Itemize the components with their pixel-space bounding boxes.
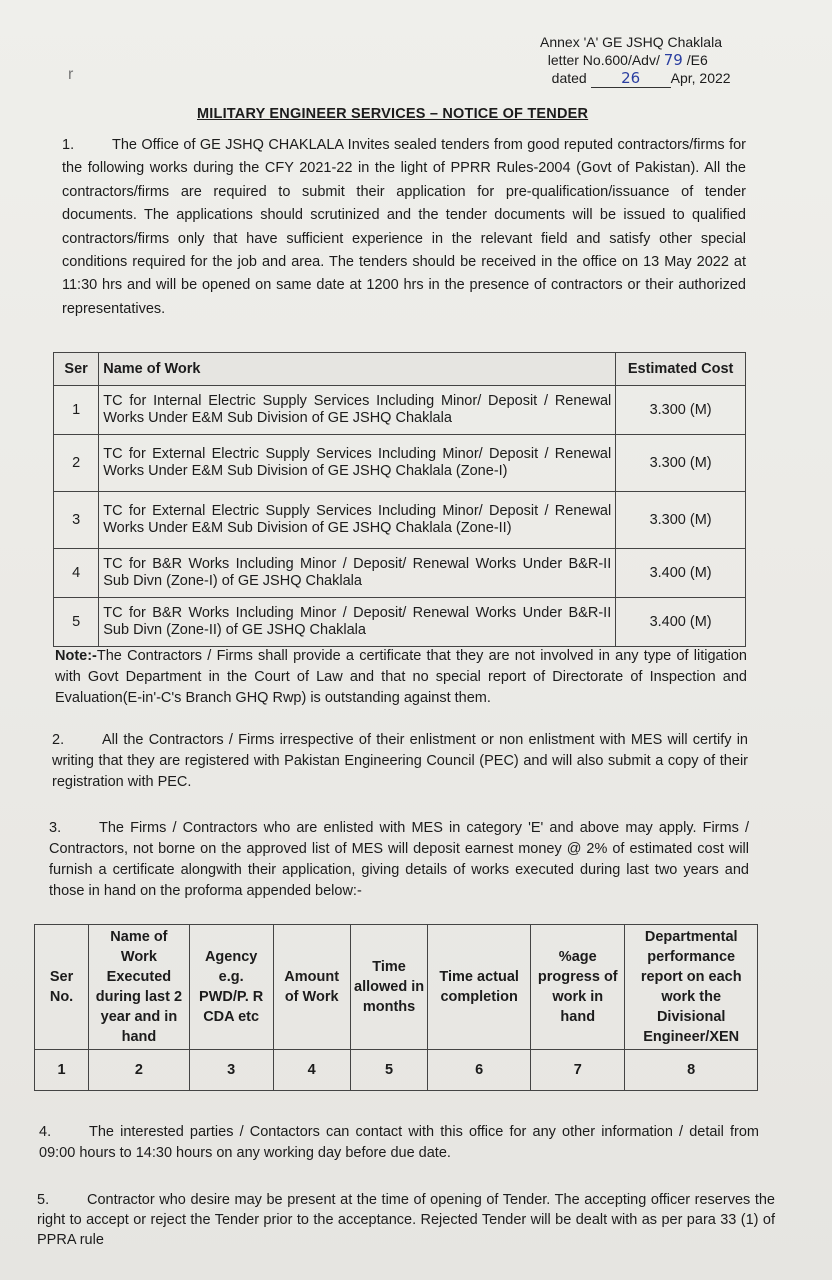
notice-title: MILITARY ENGINEER SERVICES – NOTICE OF TENDER [197,106,589,122]
paragraph-1-number: 1. [62,137,75,153]
table-row [54,549,746,598]
pen-tick-mark: r [68,66,74,83]
proforma-header: Time actual completion [428,925,531,1050]
proforma-header: %age progress of work in hand [531,925,625,1050]
paragraph-1-text: The Office of GE JSHQ CHAKLALA Invites sealed tenders from good reputed contractors/firms for the following works during the CFY 2021-22 in the light of PPRR Rules-2004 (Govt of Pakistan). All the contractors/firms are required to submit their application for pre-qualification/issuance of tender documents. The applications should scrutinized and the tender documents will be issued to qualified contractors/firms only that have sufficient experience in the relevant field and satisfy other special conditions required for the job and area. The tenders should be received in the office on 13 May 2022 at 11:30 hrs and will be opened on same date at 1200 hrs in the presence of contractors or their authorized representatives. [62,137,746,317]
row-ser: 3 [54,492,99,549]
header-name-of-work: Name of Work [99,353,616,386]
row-name: TC for Internal Electric Supply Services Including Minor/ Deposit / Renewal Works Under E&M Sub Division of GE JSHQ Chaklala [99,386,616,435]
row-cost: 3.400 (M) [616,598,746,647]
works-table [53,352,746,647]
proforma-column-number: 5 [350,1050,427,1091]
proforma-column-number: 1 [35,1050,89,1091]
header-estimated-cost: Estimated Cost [616,353,746,386]
proforma-column-number: 2 [89,1050,190,1091]
proforma-column-number: 7 [531,1050,625,1091]
paragraph-4-text: The interested parties / Contactors can contact with this office for any other information / detail from 09:00 hours to 14:30 hours on any working day before due date. [39,1124,759,1161]
row-ser: 2 [54,435,99,492]
letter-no-prefix: letter No.600/Adv/ [547,52,660,68]
paragraph-3-text: The Firms / Contractors who are enlisted with MES in category 'E' and above may apply. Firms / Contractors, not borne on the approved list of MES will deposit earnest money @ 2% of estimated cost will furnish a certificate alongwith their application, giving details of works executed during last two years and those in hand on the proforma appended below:- [49,820,749,899]
proforma-header: Agency e.g. PWD/P. R CDA etc [189,925,273,1050]
note-label: Note:- [55,648,97,664]
header-ser: Ser [54,353,99,386]
note-text: The Contractors / Firms shall provide a certificate that they are not involved in any type of litigation with Govt Department in the Court of Law and that no special report of Directorate of Inspection and Evaluation(E-in'-C's Branch GHQ Rwp) is outstanding against them. [55,648,747,706]
annex-reference [540,33,760,88]
annex-line-2 [540,51,760,69]
dated-month-year: Apr, 2022 [670,70,731,86]
performance-proforma-table [34,924,758,1091]
row-name: TC for External Electric Supply Services Including Minor/ Deposit / Renewal Works Under E&M Sub Division of GE JSHQ Chaklala (Zone-I) [99,435,616,492]
row-ser: 4 [54,549,99,598]
note-paragraph [55,646,747,709]
letter-no-handwritten: 79 [663,51,683,69]
proforma-column-number: 3 [189,1050,273,1091]
proforma-column-number: 4 [273,1050,350,1091]
proforma-header: Time allowed in months [350,925,427,1050]
letter-no-suffix: /E6 [686,52,708,68]
row-cost: 3.300 (M) [616,435,746,492]
paragraph-2-number: 2. [52,732,65,748]
row-cost: 3.400 (M) [616,549,746,598]
paragraph-2-text: All the Contractors / Firms irrespective of their enlistment or non enlistment with MES will certify in writing that they are registered with Pakistan Engineering Council (PEC) and will also submit a copy of their registration with PEC. [52,732,748,790]
row-name: TC for B&R Works Including Minor / Deposit/ Renewal Works Under B&R-II Sub Divn (Zone-I) of GE JSHQ Chaklala [99,549,616,598]
proforma-column-number: 8 [625,1050,758,1091]
proforma-header: Amount of Work [273,925,350,1050]
paragraph-5-text: Contractor who desire may be present at the time of opening of Tender. The accepting officer reserves the right to accept or reject the Tender prior to the acceptance. Rejected Tender will be dealt with as per para 33 (1) of PPRA rule [37,1192,775,1248]
row-name: TC for B&R Works Including Minor / Deposit/ Renewal Works Under B&R-II Sub Divn (Zone-II) of GE JSHQ Chaklala [99,598,616,647]
table-row [54,435,746,492]
annex-line-3 [540,69,760,88]
table-row [54,386,746,435]
proforma-header: Name of Work Executed during last 2 year and in hand [89,925,190,1050]
proforma-header: Ser No. [35,925,89,1050]
row-ser: 5 [54,598,99,647]
dated-label: dated [551,70,587,86]
table-row [54,598,746,647]
paragraph-3 [49,818,749,902]
paragraph-4 [39,1122,759,1164]
row-name: TC for External Electric Supply Services Including Minor/ Deposit / Renewal Works Under E&M Sub Division of GE JSHQ Chaklala (Zone-II) [99,492,616,549]
works-table-header [54,353,746,386]
proforma-number-row [35,1050,758,1091]
row-cost: 3.300 (M) [616,386,746,435]
paragraph-1 [62,134,746,321]
table-row [54,492,746,549]
annex-line-1: Annex 'A' GE JSHQ Chaklala [540,34,722,50]
paragraph-2 [52,730,748,793]
row-ser: 1 [54,386,99,435]
paragraph-4-number: 4. [39,1124,52,1140]
proforma-header: Departmental performance report on each work the Divisional Engineer/XEN [625,925,758,1050]
row-cost: 3.300 (M) [616,492,746,549]
paragraph-5-number: 5. [37,1192,50,1208]
paragraph-5 [37,1190,775,1250]
proforma-column-number: 6 [428,1050,531,1091]
paragraph-3-number: 3. [49,820,62,836]
dated-day-handwritten: 26 [621,69,641,87]
proforma-header-row [35,925,758,1050]
